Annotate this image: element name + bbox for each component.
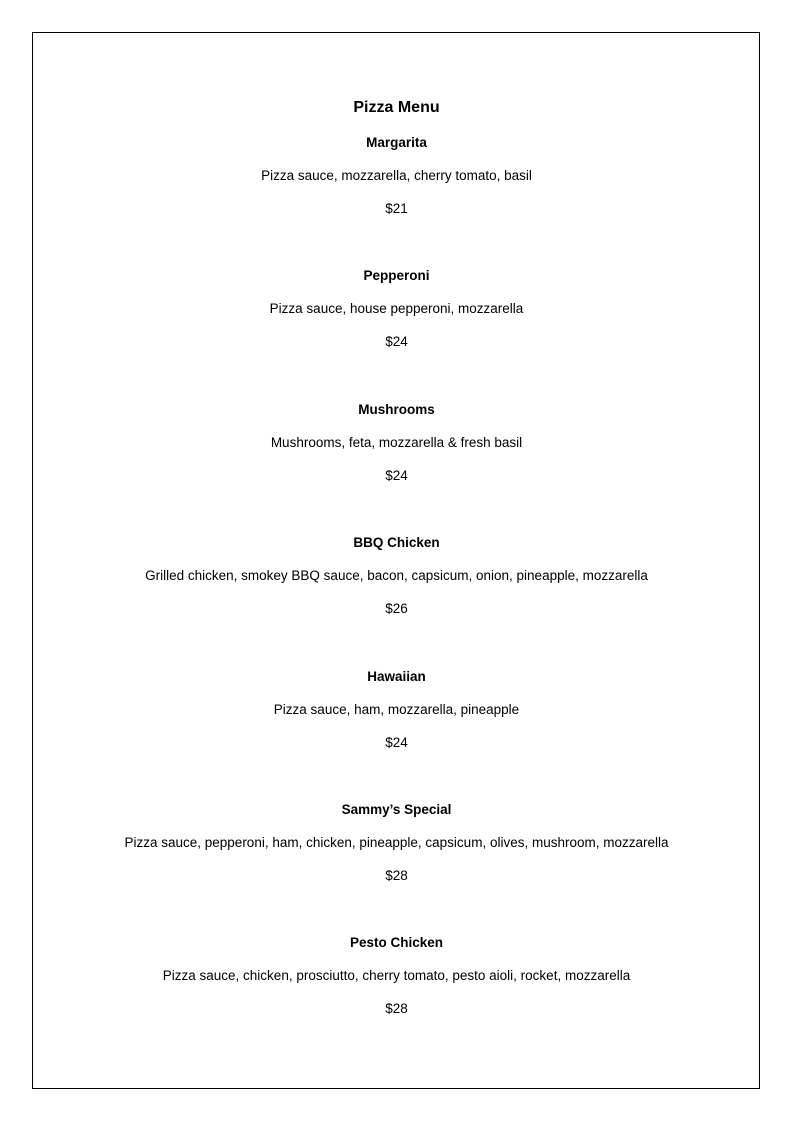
- item-price: $28: [385, 1001, 408, 1016]
- item-price: $28: [385, 868, 408, 883]
- item-description: Pizza sauce, house pepperoni, mozzarella: [269, 301, 524, 316]
- item-price: $26: [385, 601, 408, 616]
- menu-item-hawaiian: [0, 668, 793, 752]
- item-name: Mushrooms: [358, 402, 435, 417]
- item-description: Pizza sauce, pepperoni, ham, chicken, pineapple, capsicum, olives, mushroom, mozzarella: [124, 835, 669, 850]
- item-name: Sammy’s Special: [341, 802, 452, 817]
- menu-item-pesto-chicken: [0, 934, 793, 1018]
- menu-item-pepperoni: [0, 267, 793, 351]
- item-description: Pizza sauce, chicken, prosciutto, cherry tomato, pesto aioli, rocket, mozzarella: [162, 968, 631, 983]
- item-name: Hawaiian: [367, 669, 426, 684]
- item-name: BBQ Chicken: [353, 535, 440, 550]
- item-price: $24: [385, 334, 408, 349]
- item-price: $24: [385, 735, 408, 750]
- item-description: Pizza sauce, ham, mozzarella, pineapple: [273, 702, 520, 717]
- item-description: Mushrooms, feta, mozzarella & fresh basil: [270, 435, 523, 450]
- menu-item-bbq-chicken: [0, 534, 793, 618]
- item-price: $24: [385, 468, 408, 483]
- menu-item-margarita: [0, 134, 793, 218]
- menu-item-mushrooms: [0, 401, 793, 485]
- item-description: Pizza sauce, mozzarella, cherry tomato, basil: [261, 168, 532, 183]
- menu-item-sammys-special: [0, 801, 793, 885]
- page-title: Pizza Menu: [353, 99, 440, 116]
- item-name: Pesto Chicken: [349, 935, 444, 950]
- item-name: Margarita: [366, 135, 427, 150]
- item-price: $21: [385, 201, 408, 216]
- item-description: Grilled chicken, smokey BBQ sauce, bacon, capsicum, onion, pineapple, mozzarella: [145, 568, 648, 583]
- item-name: Pepperoni: [363, 268, 430, 283]
